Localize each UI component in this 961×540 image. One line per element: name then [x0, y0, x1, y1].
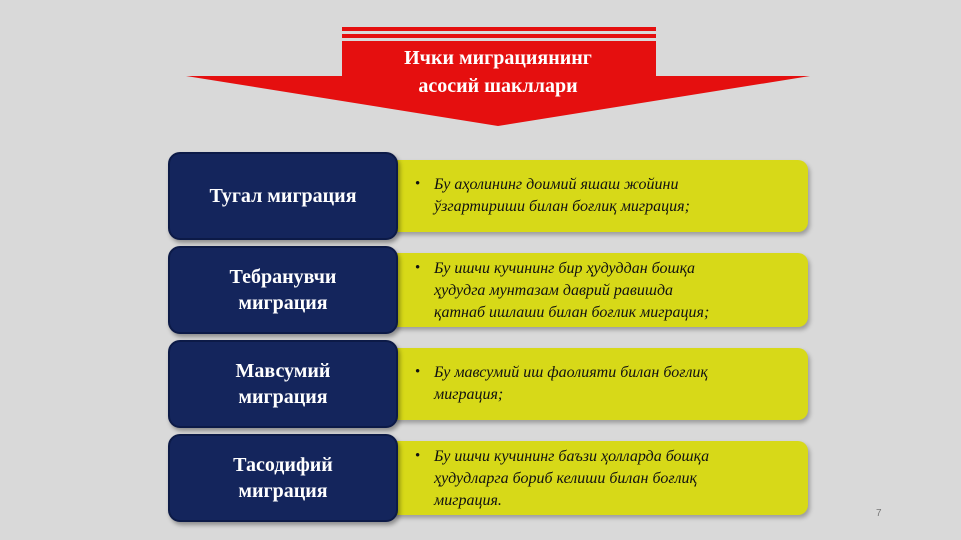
description-line: ҳудудларга бориб келиши билан боғлиқ [434, 470, 698, 487]
label-line: Тугал миграция [209, 185, 357, 207]
description-text [434, 362, 794, 406]
banner-title-line: Ички миграциянинг [404, 47, 592, 69]
bullet-marker: • [415, 448, 421, 464]
label-box [168, 434, 398, 522]
banner-stripe [342, 27, 656, 31]
label-text [230, 264, 337, 316]
description-line: миграция. [434, 492, 502, 509]
description-line: миграция; [434, 386, 504, 403]
bullet-marker: • [415, 364, 421, 380]
label-text [209, 183, 356, 209]
description-line: Бу ишчи кучининг баъзи ҳолларда бошқа [434, 448, 710, 465]
description-line: ҳудудга мунтазам даврий равишда [434, 282, 674, 299]
label-line: миграция [238, 480, 328, 502]
page-number: 7 [876, 508, 882, 519]
bullet-marker: • [415, 176, 421, 192]
bullet-marker: • [415, 260, 421, 276]
label-text [233, 452, 333, 504]
label-text [236, 358, 331, 410]
description-line: Бу ишчи кучининг бир ҳудуддан бошқа [434, 260, 696, 277]
banner-title-line: асосий шакллари [418, 75, 578, 97]
label-line: миграция [238, 386, 328, 408]
description-text [434, 446, 794, 512]
label-line: Мавсумий [235, 360, 331, 382]
description-text [434, 258, 794, 324]
description-line: қатнаб ишлаши билан боғлик миграция; [434, 304, 710, 321]
migration-form-row [168, 434, 811, 522]
migration-form-row [168, 152, 811, 240]
label-box [168, 152, 398, 240]
description-line: ўзгартириши билан боғлиқ миграция; [434, 198, 690, 215]
banner-title [340, 44, 656, 100]
label-line: миграция [238, 292, 328, 314]
label-line: Тебранувчи [229, 266, 337, 288]
migration-form-row [168, 246, 811, 334]
description-line: Бу аҳолининг доимий яшаш жойини [434, 176, 679, 193]
banner-stripe [342, 34, 656, 38]
migration-form-row [168, 340, 811, 428]
description-line: Бу мавсумий иш фаолияти билан боғлиқ [434, 364, 708, 381]
label-box [168, 246, 398, 334]
description-text [434, 174, 794, 218]
label-box [168, 340, 398, 428]
label-line: Тасодифий [233, 454, 333, 476]
